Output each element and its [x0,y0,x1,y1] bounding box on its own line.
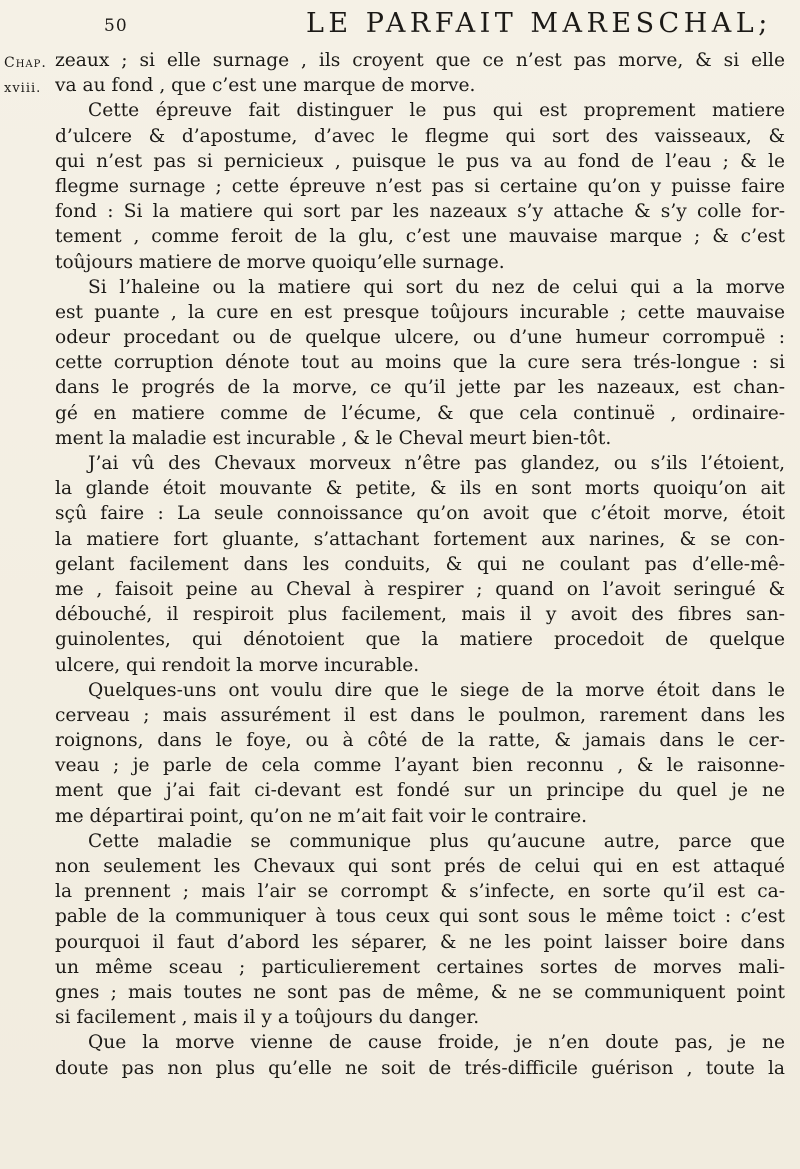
text-line: flegme surnage ; cette épreuve n’est pas si certaine qu’on y puisse faire [55,175,785,197]
text-line: pable de la communiquer à tous ceux qui sont sous le même toict : c’est [55,906,785,928]
text-line: J’ai vû des Chevaux morveux n’être pas glandez, ou s’ils l’étoient, [88,453,785,474]
text-line: la glande étoit mouvante & petite, & ils en sont morts quoiqu’on ait [55,478,785,500]
text-line: doute pas non plus qu’elle ne soit de trés-difficile guérison , toute la [55,1057,785,1079]
text-line: si facilement , mais il y a toûjours du danger. [55,1007,480,1029]
margin-chapter-number: xviii. [4,81,42,96]
page-header [48,6,772,50]
text-line: gé en matiere comme de l’écume, & que cela continuë , ordinaire- [55,402,785,424]
text-line: tement , comme feroit de la glu, c’est une mauvaise marque ; & c’est [55,226,785,248]
text-line: la matiere fort gluante, s’attachant fortement aux narines, & se con- [55,528,785,550]
text-line: d’ulcere & d’apostume, d’avec le flegme qui sort des vaisseaux, & [55,125,785,147]
text-line: guinolentes, qui dénotoient que la matiere procedoit de quelque [55,629,785,651]
text-line: sçû faire : La seule connoissance qu’on avoit que c’étoit morve, étoit [55,503,785,525]
text-line: me , faisoit peine au Cheval à respirer ; quand on l’avoit seringué & [55,578,785,600]
text-line: gelant facilement dans les conduits, & qui ne coulant pas d’elle-mê- [55,553,785,575]
text-line: qui n’est pas si pernicieux , puisque le pus va au fond de l’eau ; & le [55,150,785,172]
text-line: gnes ; mais toutes ne sont pas de même, & ne se communiquent point [55,981,785,1003]
text-line: dans le progrés de la morve, ce qu’il jette par les nazeaux, est chan- [55,377,785,399]
text-line: ment la maladie est incurable , & le Cheval meurt bien-tôt. [55,427,612,449]
text-line: fond : Si la matiere qui sort par les nazeaux s’y attache & s’y colle for- [55,201,785,223]
text-line: Cette maladie se communique plus qu’aucune autre, parce que [88,830,785,852]
text-line: ment que j’ai fait ci-devant est fondé sur un principe du quel je ne [55,780,785,802]
text-line: veau ; je parle de cela comme l’ayant bien reconnu , & le raisonne- [55,755,785,777]
text-line: va au fond , que c’est une marque de morve. [55,75,476,97]
text-line: la prennent ; mais l’air se corrompt & s’infecte, en sorte qu’il est ca- [55,881,785,903]
text-line: zeaux ; si elle surnage , ils croyent que ce n’est pas morve, & si elle [55,50,785,71]
text-line: non seulement les Chevaux qui sont prés de celui qui en est attaqué [55,856,785,877]
text-line: débouché, il respiroit plus facilement, mais il y avoit des fibres san- [55,604,785,626]
text-line: un même sceau ; particulierement certaines sortes de morves mali- [55,956,785,978]
page-number: 50 [104,16,128,36]
text-line: Que la morve vienne de cause froide, je n’en doute pas, je ne [88,1032,785,1054]
text-line: cette corruption dénote tout au moins que la cure sera trés-longue : si [55,352,785,374]
text-line: me départirai point, qu’on ne m’ait fait voir le contraire. [55,805,587,827]
body-text [55,48,785,1081]
text-line: Cette épreuve fait distinguer le pus qui est proprement matiere [88,100,785,122]
text-line: pourquoi il faut d’abord les séparer, & ne les point laisser boire dans [55,931,785,953]
text-line: odeur procedant ou de quelque ulcere, ou d’une humeur corrompuë : [55,327,785,349]
margin-chapter-label: Chap. [4,55,47,71]
text-line: ulcere, qui rendoit la morve incurable. [55,654,420,676]
text-line: Si l’haleine ou la matiere qui sort du nez de celui qui a la morve [88,276,785,298]
text-line: cerveau ; mais assurément il est dans le poulmon, rarement dans les [55,704,785,726]
text-line: toûjours matiere de morve quoiqu’elle surnage. [55,251,505,273]
text-line: roignons, dans le foye, ou à côté de la ratte, & jamais dans le cer- [55,730,785,752]
running-title: LE PARFAIT MARESCHAL; [306,8,772,39]
text-line: est puante , la cure en est presque toûjours incurable ; cette mauvaise [55,301,785,323]
text-line: Quelques-uns ont voulu dire que le siege de la morve étoit dans le [88,679,785,701]
